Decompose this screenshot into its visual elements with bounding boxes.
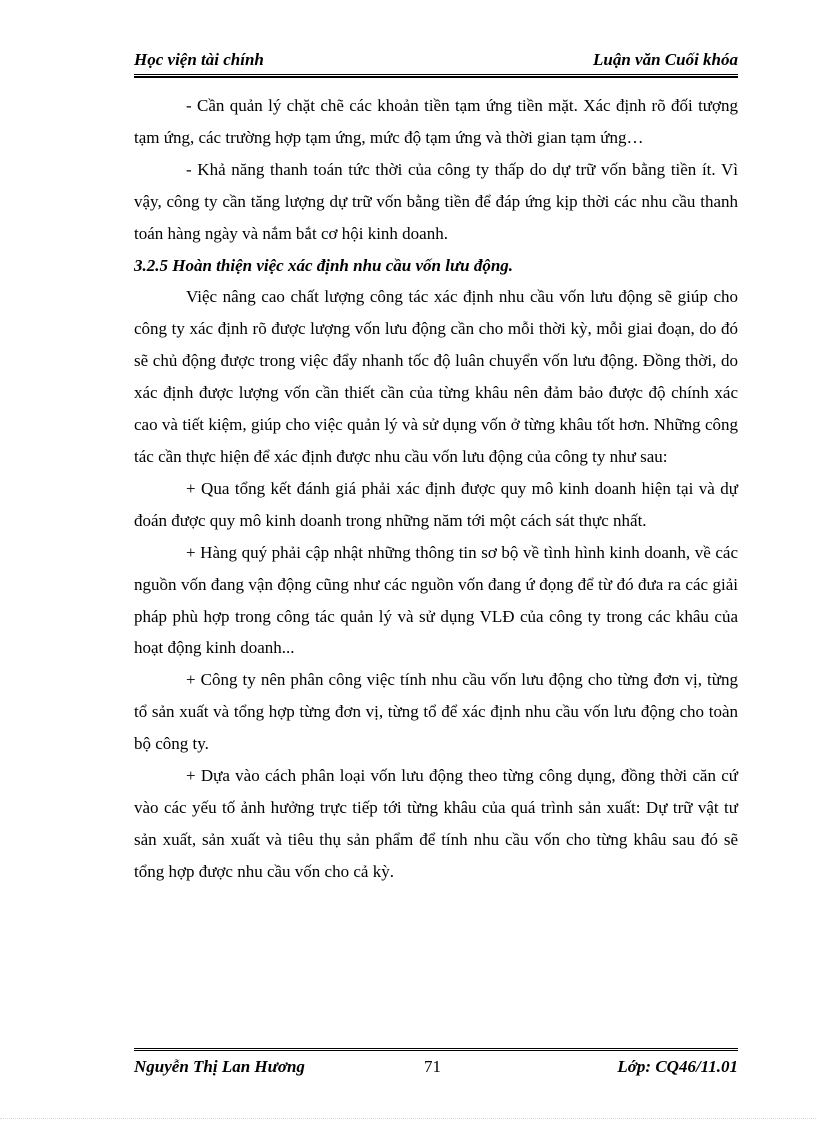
section-heading: 3.2.5 Hoàn thiện việc xác định nhu cầu vốn lưu động.	[134, 255, 514, 275]
header-document-type: Luận văn Cuối khóa	[592, 50, 738, 69]
page-bottom-divider	[0, 1118, 816, 1119]
page-number: 71	[424, 1057, 441, 1076]
page-header	[134, 48, 738, 75]
footer-author: Nguyễn Thị Lan Hương	[134, 1057, 305, 1076]
list-item-classification: + Dựa vào cách phân loại vốn lưu động theo từng công dụng, đồng thời căn cứ vào các yếu tố ảnh hưởng trực tiếp tới từng khâu của quá trình sản xuất: Dự trữ vật tư sản xuất, sản xuất và tiêu thụ sản phẩm để tính nhu cầu vốn cho từng khâu sau đó sẽ tổng hợp được nhu cầu vốn cho cả kỳ.	[134, 766, 738, 881]
page-footer	[134, 1048, 738, 1081]
list-item-scale-forecast: + Qua tổng kết đánh giá phải xác định được quy mô kinh doanh hiện tại và dự đoán được quy mô kinh doanh trong những năm tới một cách sát thực nhất.	[134, 478, 738, 530]
page-body	[134, 90, 738, 888]
paragraph-cash-advance: - Cần quản lý chặt chẽ các khoản tiền tạm ứng tiền mặt. Xác định rõ đối tượng tạm ứng, các trường hợp tạm ứng, mức độ tạm ứng và thời gian tạm ứng…	[134, 96, 738, 147]
list-item-quarterly-update: + Hàng quý phải cập nhật những thông tin sơ bộ về tình hình kinh doanh, về các nguồn vốn đang vận động cũng như các nguồn vốn đang ứ đọng để từ đó đưa ra các giải pháp phù hợp trong công tác quản lý và sử dụng VLĐ của công ty trong các khâu của hoạt động kinh doanh...	[134, 542, 738, 658]
list-item-assign-units: + Công ty nên phân công việc tính nhu cầu vốn lưu động cho từng đơn vị, từng tổ sản xuất và tổng hợp từng đơn vị, từng tổ để xác định nhu cầu vốn lưu động cho toàn bộ công ty.	[134, 670, 738, 754]
header-institution: Học viện tài chính	[134, 50, 264, 69]
footer-class: Lớp: CQ46/11.01	[617, 1057, 738, 1076]
paragraph-liquidity: - Khả năng thanh toán tức thời của công ty thấp do dự trữ vốn bằng tiền ít. Vì vậy, công ty cần tăng lượng dự trữ vốn bằng tiền để đáp ứng kịp thời các nhu cầu thanh toán hàng ngày và nắm bắt cơ hội kinh doanh.	[134, 159, 738, 243]
paragraph-intro: Việc nâng cao chất lượng công tác xác định nhu cầu vốn lưu động sẽ giúp cho công ty xác định rõ được lượng vốn lưu động cần cho mỗi thời kỳ, mỗi giai đoạn, do đó sẽ chủ động được trong việc đẩy nhanh tốc độ luân chuyển vốn lưu động. Đồng thời, do xác định được lượng vốn cần thiết cần của từng khâu nên đảm bảo được độ chính xác cao và tiết kiệm, giúp cho việc quản lý và sử dụng vốn ở từng khâu tốt hơn. Những công tác cần thực hiện để xác định được nhu cầu vốn lưu động của công ty như sau:	[134, 287, 738, 466]
